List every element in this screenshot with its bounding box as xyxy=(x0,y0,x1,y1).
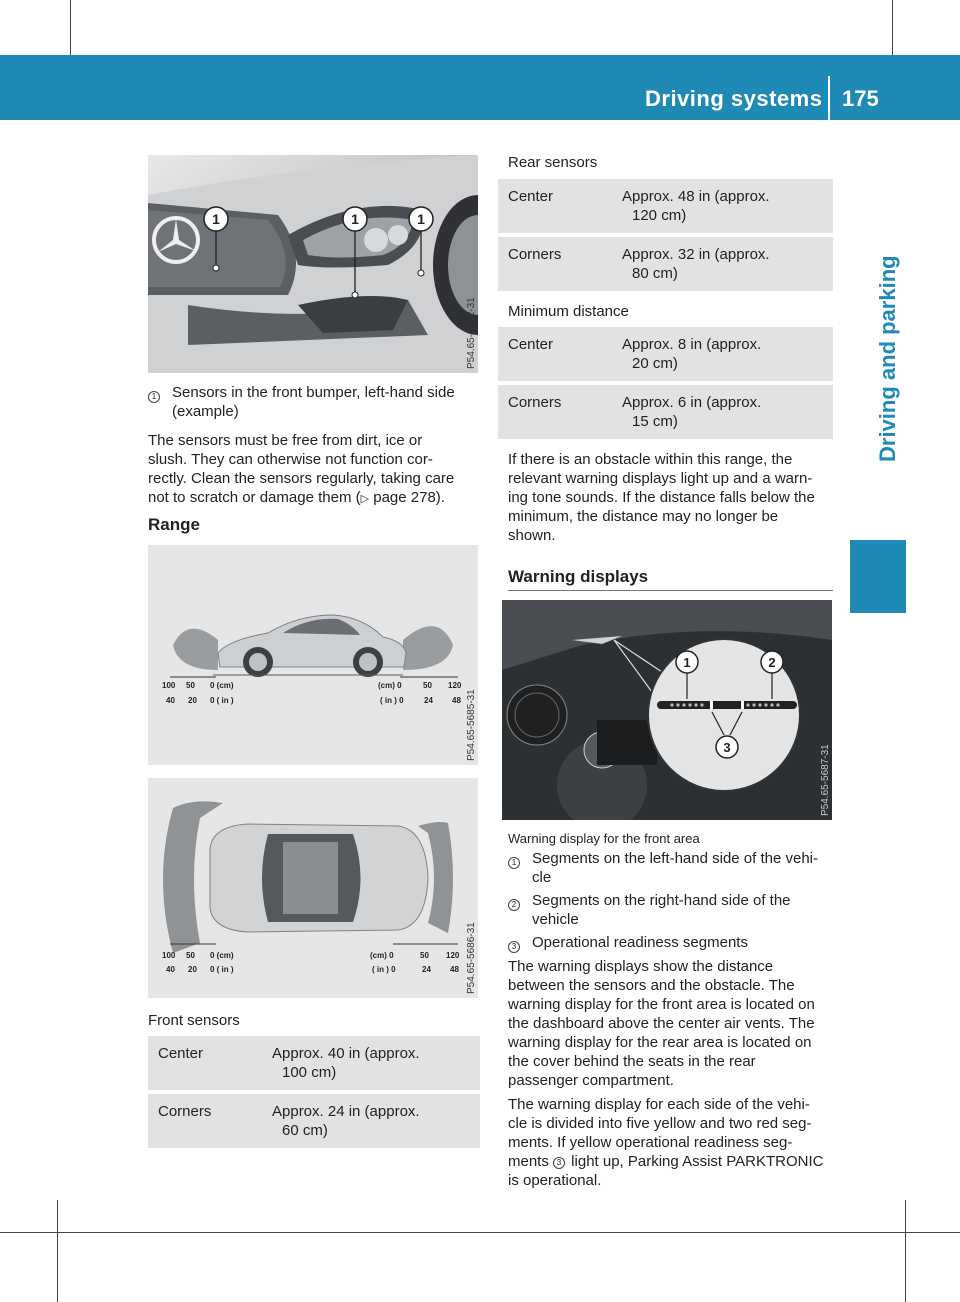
scale-label: (cm) 0 xyxy=(378,681,402,690)
scale-label: 0 ( in ) xyxy=(210,696,234,705)
ref-symbol-1: 1 xyxy=(148,391,160,403)
marker-2: 2 xyxy=(768,655,776,670)
marker-3: 3 xyxy=(723,740,731,755)
table-cell: Corners xyxy=(148,1094,260,1148)
scale-label: 50 xyxy=(420,951,429,960)
scale-label: 50 xyxy=(423,681,432,690)
legend-item-3: 3 Operational readiness segments xyxy=(508,933,838,953)
marker-1: 1 xyxy=(683,655,691,670)
scale-label: 50 xyxy=(186,951,195,960)
ref-symbol-1: 1 xyxy=(508,857,520,869)
ref-symbol-3: 3 xyxy=(553,1157,565,1169)
scale-label: 100 xyxy=(162,951,176,960)
side-range-figure xyxy=(148,545,478,765)
table-cell: Center xyxy=(498,327,610,381)
table-cell: Center xyxy=(498,179,610,233)
figure-code: P54.65-5687-31 xyxy=(820,744,831,816)
scale-label: ( in ) 0 xyxy=(380,696,404,705)
table-cell: Corners xyxy=(498,237,610,291)
scale-label: 24 xyxy=(422,965,431,974)
front-sensors-label: Front sensors xyxy=(148,1012,240,1029)
fig4-caption: Warning display for the front area xyxy=(508,831,700,846)
scale-label: 120 xyxy=(448,681,462,690)
scale-label: 50 xyxy=(186,681,195,690)
table-cell: Approx. 32 in (approx. 80 cm) xyxy=(610,237,833,291)
side-tab-label: Driving and parking xyxy=(875,255,900,462)
scale-label: 0 (cm) xyxy=(210,951,234,960)
table-cell: Approx. 48 in (approx. 120 cm) xyxy=(610,179,833,233)
scale-label: 20 xyxy=(188,696,197,705)
front-bumper-figure xyxy=(148,155,478,373)
table-row xyxy=(498,237,833,291)
scale-label: 40 xyxy=(166,965,175,974)
figure-code: P54.65-5686-31 xyxy=(466,922,477,994)
page-ref-arrow-icon: ▷ xyxy=(360,493,370,505)
table-cell: Corners xyxy=(498,385,610,439)
scale-label: 24 xyxy=(424,696,433,705)
crop-mark xyxy=(905,1200,906,1302)
marker-1: 1 xyxy=(212,211,220,227)
range-heading: Range xyxy=(148,515,200,534)
ref-symbol-2: 2 xyxy=(508,899,520,911)
heading-rule xyxy=(508,590,833,591)
page-reference-link[interactable]: page 278). xyxy=(369,489,445,506)
side-tab-block xyxy=(850,540,906,613)
warning-displays-heading: Warning displays xyxy=(508,567,649,586)
table-cell: Approx. 40 in (approx. 100 cm) xyxy=(260,1036,480,1090)
figure-code: P54.65-5682-31 xyxy=(466,297,477,369)
top-range-figure xyxy=(148,778,478,998)
intro-paragraph: The sensors must be free from dirt, ice or slush. They can otherwise not function cor- rectly. Clean the sensors regularly, taking care not to scratch or damage them (▷ page 278). xyxy=(148,432,455,506)
table-row xyxy=(498,327,833,381)
scale-label: 0 ( in ) xyxy=(210,965,234,974)
table-row xyxy=(148,1036,480,1090)
table-cell: Approx. 8 in (approx. 20 cm) xyxy=(610,327,833,381)
minimum-distance-label: Minimum distance xyxy=(508,303,629,320)
page-title: Driving systems xyxy=(645,86,823,111)
obstacle-paragraph: If there is an obstacle within this range, the relevant warning displays light up and a warn- ing tone sounds. If the distance falls below the minimum, the distance may no longer be shown. xyxy=(508,451,815,544)
front-sensors-table xyxy=(148,1032,480,1152)
scale-label: 120 xyxy=(446,951,460,960)
marker-1: 1 xyxy=(417,211,425,227)
ref-symbol-3: 3 xyxy=(508,941,520,953)
table-row xyxy=(148,1094,480,1148)
legend-item-1: 1 Segments on the left-hand side of the vehi- cle xyxy=(508,849,838,889)
warning-paragraph-2: The warning display for each side of the vehi- cle is divided into five yellow and two red seg- ments. If yellow operational readiness seg- ments 3 light up, Parking Assist PARKTRONIC is operational. xyxy=(508,1096,824,1189)
warning-display-figure xyxy=(502,600,832,820)
crop-mark xyxy=(57,1200,58,1302)
table-row xyxy=(498,385,833,439)
scale-label: ( in ) 0 xyxy=(372,965,396,974)
scale-label: 48 xyxy=(452,696,461,705)
legend-item-2: 2 Segments on the right-hand side of the vehicle xyxy=(508,891,838,931)
table-cell: Center xyxy=(148,1036,260,1090)
scale-label: 0 (cm) xyxy=(210,681,234,690)
warning-paragraph-1: The warning displays show the distance between the sensors and the obstacle. The warning display for the front area is located on the dashboard above the center air vents. The warning display for the rear area is located on the cover behind the seats in the rear passenger compartment. xyxy=(508,958,815,1089)
figure-code: P54.65-5685-31 xyxy=(466,689,477,761)
table-row xyxy=(498,179,833,233)
header-divider xyxy=(828,76,830,120)
rear-sensors-table xyxy=(498,175,833,295)
scale-label: 40 xyxy=(166,696,175,705)
table-cell: Approx. 24 in (approx. 60 cm) xyxy=(260,1094,480,1148)
table-cell: Approx. 6 in (approx. 15 cm) xyxy=(610,385,833,439)
page-number: 175 xyxy=(842,86,879,111)
crop-mark xyxy=(0,1232,960,1233)
marker-1: 1 xyxy=(351,211,359,227)
minimum-distance-table xyxy=(498,323,833,443)
scale-label: (cm) 0 xyxy=(370,951,394,960)
scale-label: 48 xyxy=(450,965,459,974)
scale-label: 100 xyxy=(162,681,176,690)
scale-label: 20 xyxy=(188,965,197,974)
rear-sensors-label: Rear sensors xyxy=(508,154,598,171)
